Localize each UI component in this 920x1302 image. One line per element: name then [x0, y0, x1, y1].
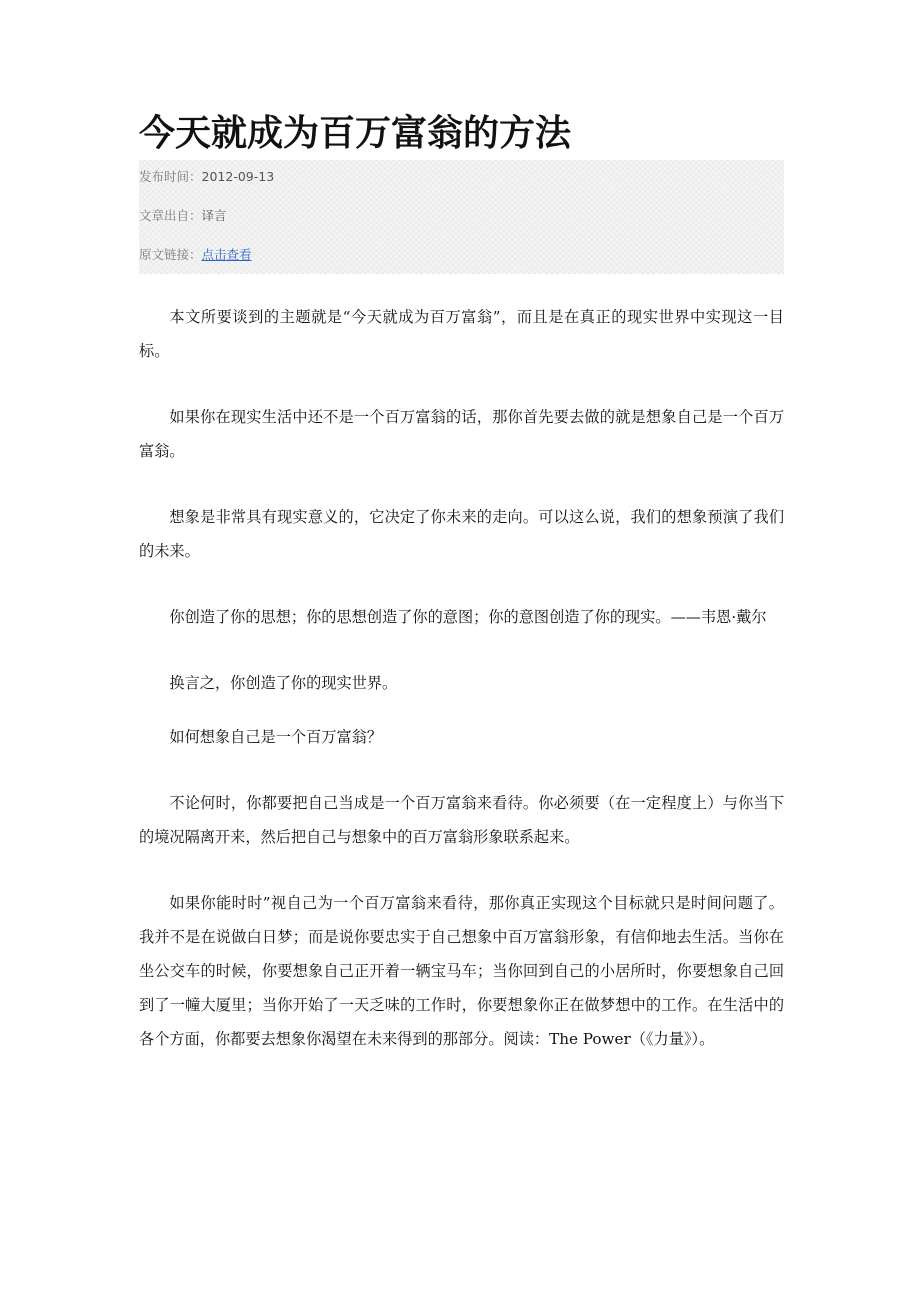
- article: [139, 108, 784, 1088]
- paragraph: 如果你能时时”视自己为一个百万富翁来看待，那你真正实现这个目标就只是时间问题了。我并不是在说做白日梦；而是说你要忠实于自己想象中百万富翁形象，有信仰地去生活。当你在坐公交车的时候，你要想象自己正开着一辆宝马车；当你回到自己的小居所时，你要想象自己回到了一幢大厦里；当你开始了一天乏味的工作时，你要想象你正在做梦想中的工作。在生活中的各个方面，你都要去想象你渴望在未来得到的那部分。阅读：The Power（《力量》）。: [139, 894, 784, 1048]
- publish-date-label: 发布时间：: [139, 169, 202, 184]
- publish-date-line: [139, 166, 784, 205]
- article-meta-box: [139, 160, 784, 274]
- original-link-label: 原文链接：: [139, 247, 202, 262]
- paragraph: 你创造了你的思想；你的思想创造了你的意图；你的意图创造了你的现实。——韦恩·戴尔: [169, 608, 767, 626]
- source-line: [139, 205, 784, 244]
- paragraph: 如果你在现实生活中还不是一个百万富翁的话，那你首先要去做的就是想象自己是一个百万富翁。: [139, 408, 784, 460]
- original-link[interactable]: 点击查看: [201, 247, 252, 262]
- article-body: [139, 300, 784, 1056]
- paragraph: 本文所要谈到的主题就是“今天就成为百万富翁”，而且是在真正的现实世界中实现这一目标。: [139, 308, 784, 360]
- source-label: 文章出自：: [139, 208, 202, 223]
- paragraph: 不论何时，你都要把自己当成是一个百万富翁来看待。你必须要（在一定程度上）与你当下的境况隔离开来，然后把自己与想象中的百万富翁形象联系起来。: [139, 794, 784, 846]
- paragraph: 想象是非常具有现实意义的，它决定了你未来的走向。可以这么说，我们的想象预演了我们的未来。: [139, 508, 784, 560]
- publish-date-value: 2012-09-13: [201, 169, 275, 184]
- paragraph: 换言之，你创造了你的现实世界。: [169, 674, 398, 692]
- article-title: 今天就成为百万富翁的方法: [139, 113, 572, 154]
- original-link-line: [139, 244, 784, 283]
- source-value: 译言: [201, 208, 227, 223]
- paragraph: 如何想象自己是一个百万富翁？: [169, 728, 383, 746]
